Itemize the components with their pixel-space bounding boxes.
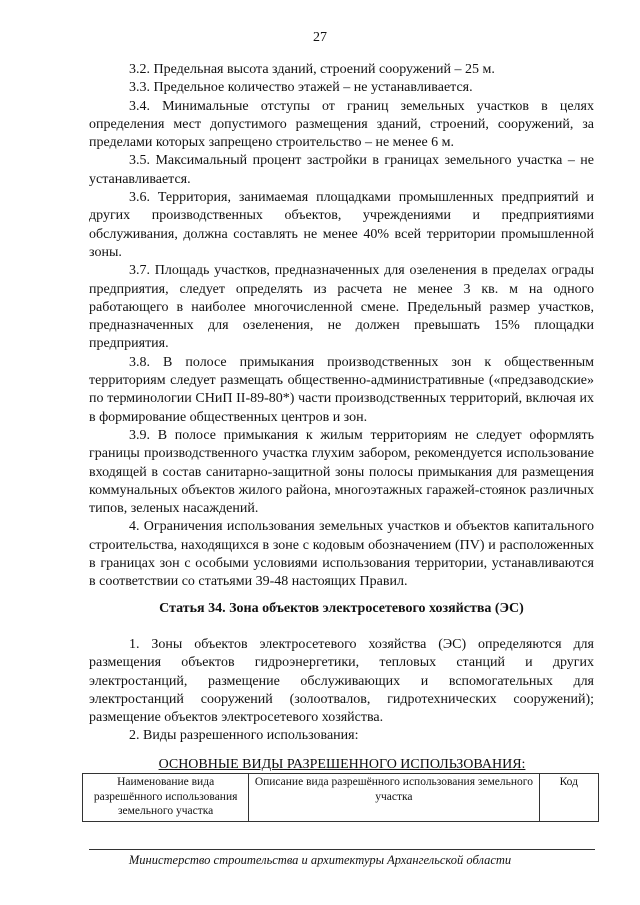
column-header-code: Код — [539, 774, 598, 822]
table-caption — [82, 756, 602, 774]
paragraph-3-6: 3.6. Территория, занимаемая площадками промышленных предприятий и других производственных объектов, учреждениями и предприятиями обслуживания, должна составлять не менее 40% всей территории промышленной зоны. — [89, 190, 594, 260]
article-heading: Статья 34. Зона объектов электросетевого хозяйства (ЭС) — [159, 601, 524, 616]
body-text — [89, 61, 594, 592]
paragraph-3-7: 3.7. Площадь участков, предназначенных для озеленения в пределах ограды предприятия, следует определять из расчета не менее 3 кв. м на одного работающего в наиболее многочисленной смене. Предельный размер участков, предназначенных для озеленения, не должен превышать 15% площадки предприятия. — [89, 263, 594, 352]
paragraph-3-2: 3.2. Предельная высота зданий, строений сооружений – 25 м. — [129, 62, 495, 77]
paragraph-3-4: 3.4. Минимальные отступы от границ земельных участков в целях определения мест допустимого размещения зданий, строений, сооружений, за пределами которых запрещено строительство – не менее 6 м. — [89, 98, 594, 151]
footer-text: Министерство строительства и архитектуры Архангельской области — [128, 853, 512, 867]
page-number: 27 — [313, 30, 327, 45]
paragraph-4: 4. Ограничения использования земельных участков и объектов капитального строительства, находящихся в зоне с кодовым обозначением (ПV) и расположенных в границах зон с особыми условиями использования территории, устанавливаются в соответствии со статьями 39-48 настоящих Правил. — [89, 519, 594, 590]
footer-divider — [89, 849, 595, 850]
column-header-name: Наименование вида разрешённого использования земельного участка — [83, 774, 249, 822]
column-header-description: Описание вида разрешённого использования земельного участка — [249, 774, 539, 822]
article-text — [89, 636, 594, 746]
paragraph-3-8: 3.8. В полосе примыкания производственных зон к общественным территориям следует размещать общественно-административные («предзаводские» по терминологии СНиП II-89-80*) части производственных территорий, включая их в формирование общественных центров и зон. — [89, 354, 594, 425]
table-caption-text: ОСНОВНЫЕ ВИДЫ РАЗРЕШЕННОГО ИСПОЛЬЗОВАНИЯ: — [158, 757, 526, 772]
paragraph-3-9: 3.9. В полосе примыкания к жилым территориям не следует оформлять границы производственного участка глухим забором, рекомендуется использование входящей в состав санитарно-защитной зоны полосы примыкания для размещения коммунальных объектов жилого района, многоэтажных гаражей-стоянок различных типов, зеленых насаждений. — [89, 427, 594, 517]
table-header-row — [83, 774, 599, 822]
article-paragraph-1: 1. Зоны объектов электросетевого хозяйства (ЭС) определяются для размещения объектов гидроэнергетики, тепловых станций и других электростанций, размещение обслуживающих и вспомогательных для электростанций сооружений (золоотвалов, гидротехнических сооружений); размещение объектов электросетевого хозяйства. — [89, 637, 594, 726]
permitted-uses-table — [82, 773, 599, 822]
paragraph-3-5: 3.5. Максимальный процент застройки в границах земельного участка – не устанавливается. — [89, 153, 594, 187]
paragraph-3-3: 3.3. Предельное количество этажей – не устанавливается. — [129, 80, 473, 96]
article-paragraph-2: 2. Виды разрешенного использования: — [129, 728, 359, 744]
